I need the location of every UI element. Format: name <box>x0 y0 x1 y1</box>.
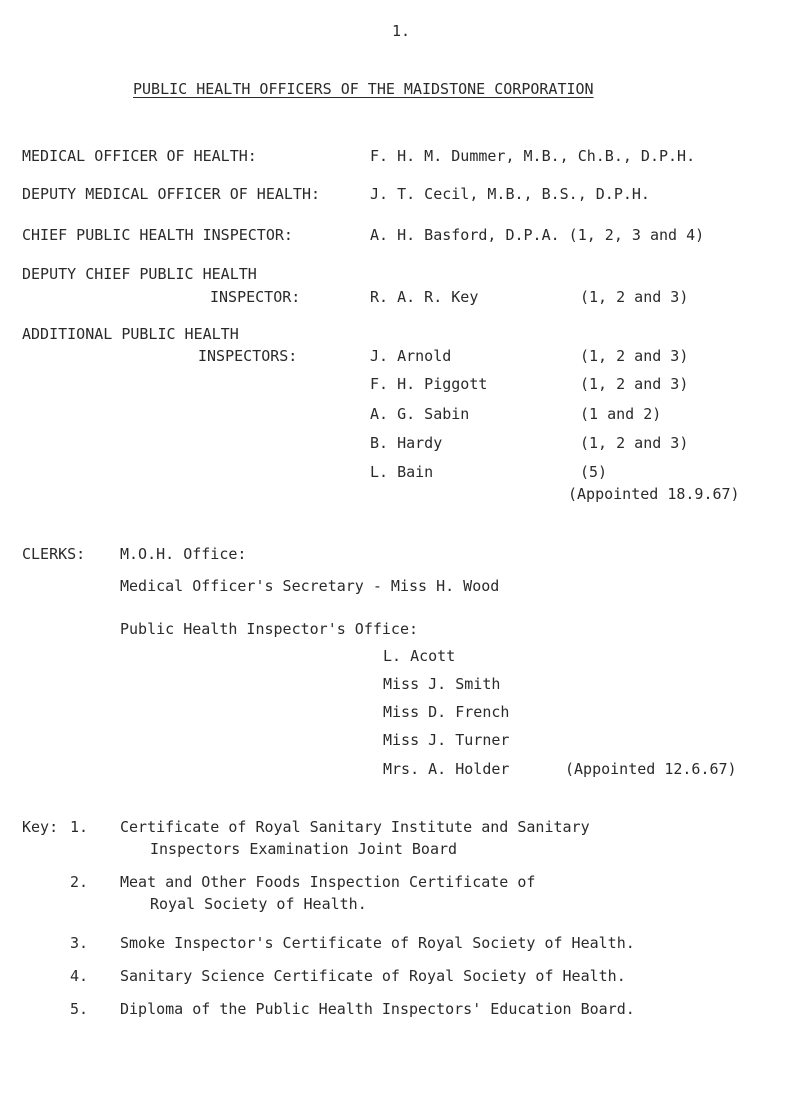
key-label: Key: <box>22 818 59 836</box>
bain-appointed-note: (Appointed 18.9.67) <box>568 485 740 503</box>
dmoh-role: DEPUTY MEDICAL OFFICER OF HEALTH: <box>22 185 321 203</box>
holder-appointed-note: (Appointed 12.6.67) <box>565 760 737 778</box>
dcphi-name: R. A. R. Key <box>370 288 479 306</box>
moh-name: F. H. M. Dummer, M.B., Ch.B., D.P.H. <box>370 147 696 165</box>
clerk-name: L. Acott <box>383 647 456 665</box>
key-item-number: 5. <box>70 1000 89 1018</box>
inspector-quals: (1, 2 and 3) <box>580 375 689 393</box>
key-item-text: Diploma of the Public Health Inspectors' Education Board. <box>120 1000 635 1018</box>
cphi-name: A. H. Basford, D.P.A. (1, 2, 3 and 4) <box>370 226 705 244</box>
key-item-text: Inspectors Examination Joint Board <box>150 840 458 858</box>
page-title: PUBLIC HEALTH OFFICERS OF THE MAIDSTONE CORPORATION <box>133 80 594 98</box>
inspector-name: L. Bain <box>370 463 434 481</box>
inspector-quals: (1, 2 and 3) <box>580 347 689 365</box>
dcphi-role-line2: INSPECTOR: <box>210 288 301 306</box>
inspector-quals: (1, 2 and 3) <box>580 434 689 452</box>
key-item-text: Royal Society of Health. <box>150 895 367 913</box>
dcphi-quals: (1, 2 and 3) <box>580 288 689 306</box>
additional-role-line2: INSPECTORS: <box>198 347 298 365</box>
clerk-name: Miss J. Smith <box>383 675 501 693</box>
clerk-name: Mrs. A. Holder <box>383 760 510 778</box>
key-item-number: 1. <box>70 818 89 836</box>
key-item-number: 2. <box>70 873 89 891</box>
moh-role: MEDICAL OFFICER OF HEALTH: <box>22 147 257 165</box>
cphi-role: CHIEF PUBLIC HEALTH INSPECTOR: <box>22 226 293 244</box>
phi-office-heading: Public Health Inspector's Office: <box>120 620 419 638</box>
key-item-text: Certificate of Royal Sanitary Institute and Sanitary <box>120 818 590 836</box>
dcphi-role-line1: DEPUTY CHIEF PUBLIC HEALTH <box>22 265 257 283</box>
key-item-text: Sanitary Science Certificate of Royal Society of Health. <box>120 967 626 985</box>
key-item-text: Meat and Other Foods Inspection Certificate of <box>120 873 536 891</box>
inspector-name: A. G. Sabin <box>370 405 470 423</box>
clerks-label: CLERKS: <box>22 545 86 563</box>
moh-office-heading: M.O.H. Office: <box>120 545 247 563</box>
dmoh-name: J. T. Cecil, M.B., B.S., D.P.H. <box>370 185 650 203</box>
clerk-name: Miss D. French <box>383 703 510 721</box>
inspector-quals: (1 and 2) <box>580 405 662 423</box>
key-item-number: 4. <box>70 967 89 985</box>
key-item-number: 3. <box>70 934 89 952</box>
inspector-name: B. Hardy <box>370 434 443 452</box>
inspector-quals: (5) <box>580 463 608 481</box>
clerk-name: Miss J. Turner <box>383 731 510 749</box>
inspector-name: F. H. Piggott <box>370 375 488 393</box>
page-number: 1. <box>392 22 411 40</box>
key-item-text: Smoke Inspector's Certificate of Royal Society of Health. <box>120 934 635 952</box>
secretary-line: Medical Officer's Secretary - Miss H. Wood <box>120 577 500 595</box>
inspector-name: J. Arnold <box>370 347 452 365</box>
additional-role-line1: ADDITIONAL PUBLIC HEALTH <box>22 325 239 343</box>
